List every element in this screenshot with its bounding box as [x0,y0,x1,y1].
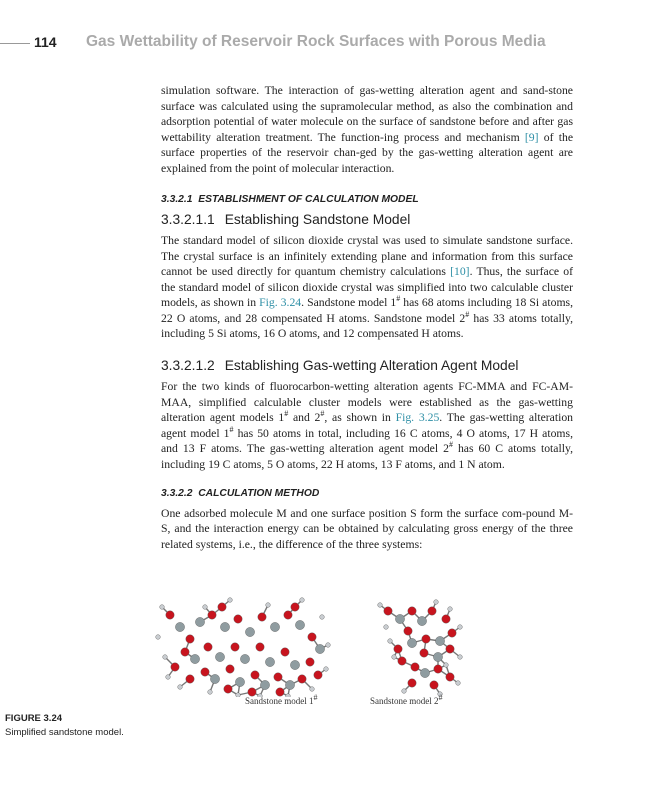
section-heading-3-3-2-1-1: 3.3.2.1.1 Establishing Sandstone Model [161,211,411,227]
calculation-method-paragraph: One adsorbed molecule M and one surface position S form the surface com-pound M-S, and the interaction energy can be obtained by calculating gross energy of the three related systems, i.e., the difference of the three systems: [161,506,573,551]
molecular-models-illustration [150,597,495,697]
figure-link[interactable]: Fig. 3.25 [395,411,440,424]
body-text [161,83,573,552]
model-1-label: Sandstone model 1# [245,693,318,706]
section-heading-3-3-2-1-2: 3.3.2.1.2 Establishing Gas-wetting Alteration Agent Model [161,357,519,373]
running-title: Gas Wettability of Reservoir Rock Surfaces with Porous Media [86,33,546,50]
section-heading-3-3-2-1: 3.3.2.1 ESTABLISHMENT OF CALCULATION MODEL [161,194,419,205]
model-2-label: Sandstone model 2# [370,693,443,706]
intro-paragraph: simulation software. The interaction of gas-wetting alteration agent and sand-stone surface was calculated using the supramolecular method, as also the combination and adsorption potential of water molecule on the surface of sandstone before and after gas wettability alteration treatment. The function-ing process and mechanism [9] of the surface properties of the reservoir chan-ged by the gas-wetting alteration agent are explained from the point of molecular interaction. [161,84,574,175]
page-number: 114 [34,34,57,50]
figure-caption [5,713,124,738]
figure-caption-label: FIGURE 3.24 [5,713,63,724]
figure-caption-text: Simplified sandstone model. [5,727,124,738]
figure-3-24 [150,597,495,715]
header-rule [0,43,30,44]
sandstone-model-paragraph: The standard model of silicon dioxide crystal was used to simulate sandstone surface. The crystal surface is an infinitely extending plane and information from this surface cannot be used directly for quantum chemistry calculations [10]. Thus, the surface of the standard model of silicon dioxide crystal was simplified into two calculable cluster models, as shown in Fig. 3.24. Sandstone model 1# has 68 atoms including 18 Si atoms, 22 O atoms, and 28 compensated H atoms. Sandstone model 2# has 33 atoms totally, including 5 Si atoms, 16 O atoms, and 12 compensated H atoms. [161,234,574,340]
reference-link[interactable]: [10] [450,265,470,278]
section-heading-3-3-2-2: 3.3.2.2 CALCULATION METHOD [161,488,320,499]
reference-link[interactable]: [9] [524,130,539,144]
figure-link[interactable]: Fig. 3.24 [259,296,302,309]
agent-model-paragraph: For the two kinds of fluorocarbon-wetting alteration agents FC-MMA and FC-AM-MAA, simplified calculable cluster models were established as the gas-wetting alteration agent models 1# and 2#, as shown in Fig. 3.25. The gas-wetting alteration agent model 1# has 50 atoms in total, including 16 C atoms, 4 O atoms, 17 H atoms, and 13 F atoms. The gas-wetting alteration agent model 2# has 60 C atoms totally, including 19 C atoms, 5 O atoms, 22 H atoms, 13 F atoms, and 1 N atom. [161,380,574,471]
